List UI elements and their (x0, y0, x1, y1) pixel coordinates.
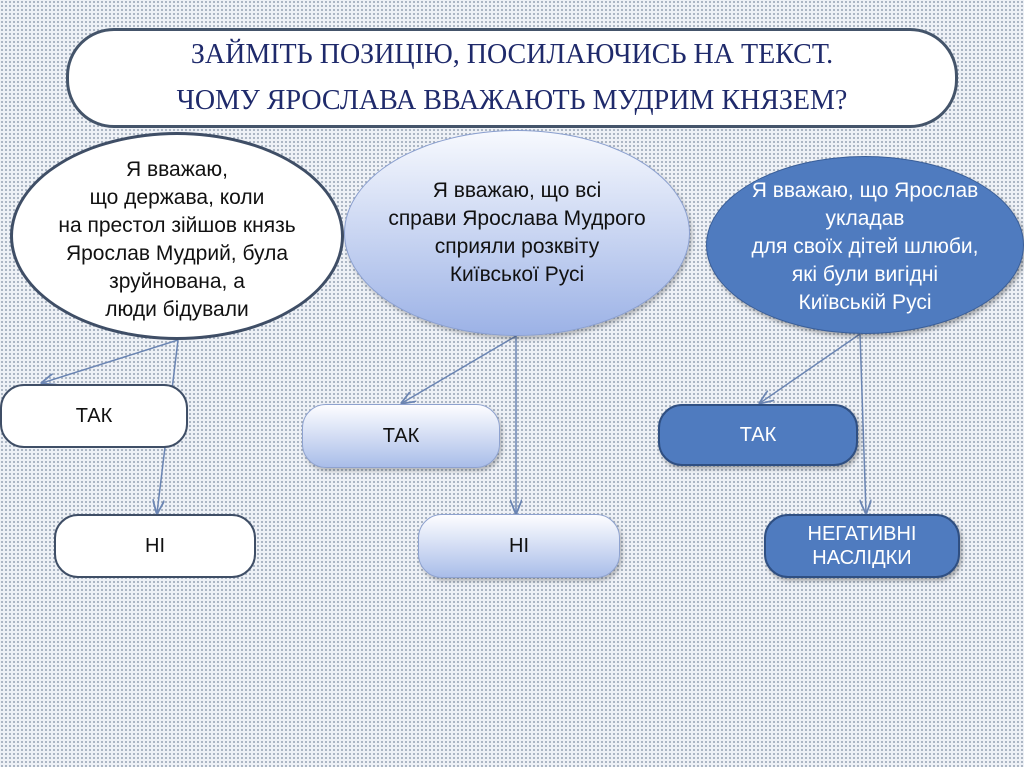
answer-consequences-3: НЕГАТИВНІ НАСЛІДКИ (764, 514, 960, 578)
position-oval-3: Я вважаю, що Ярослав укладав для своїх дітей шлюби, які були вигідні Київській Русі (706, 156, 1024, 334)
position-oval-2: Я вважаю, що всі справи Ярослава Мудрого сприяли розквіту Київської Русі (344, 130, 690, 336)
answer-yes-3: ТАК (658, 404, 858, 466)
arrow-3-yes (760, 334, 860, 403)
answer-yes-1: ТАК (0, 384, 188, 448)
answer-yes-2: ТАК (302, 404, 500, 468)
arrow-3-no (860, 334, 866, 513)
answer-no-2: НІ (418, 514, 620, 578)
answer-no-1: НІ (54, 514, 256, 578)
position-oval-1: Я вважаю, що держава, коли на престол зійшов князь Ярослав Мудрий, була зруйнована, а люди бідували (10, 132, 344, 340)
title-line-1: ЗАЙМІТЬ ПОЗИЦІЮ, ПОСИЛАЮЧИСЬ НА ТЕКСТ. (190, 39, 834, 70)
arrow-1-yes (42, 340, 178, 383)
title-question: ЧОМУ ЯРОСЛАВА ВВАЖАЮТЬ МУДРИМ КНЯЗЕМ? (176, 85, 848, 116)
arrow-2-yes (402, 336, 516, 403)
